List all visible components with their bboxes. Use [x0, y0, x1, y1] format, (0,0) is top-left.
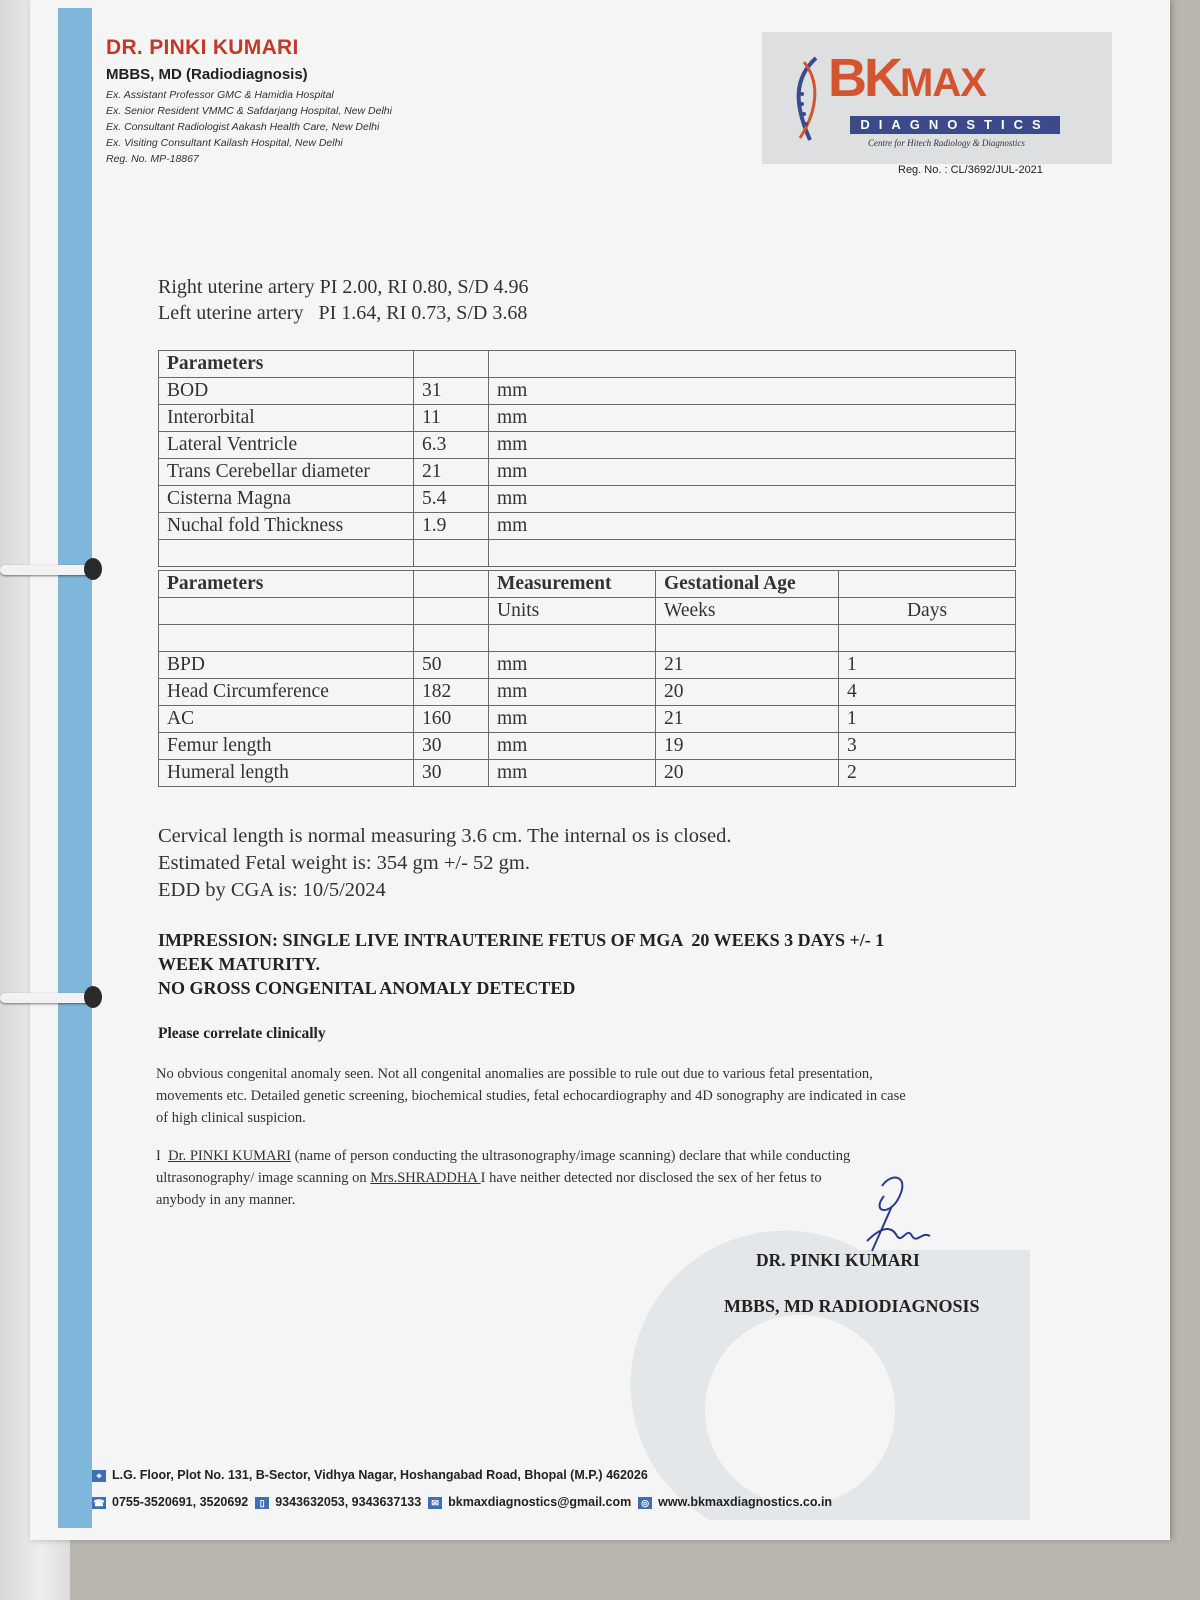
param-value: 50 — [414, 652, 489, 679]
param-value: 21 — [414, 459, 489, 486]
web-icon: ◎ — [638, 1497, 652, 1509]
table-row — [159, 486, 1016, 513]
param-value: 6.3 — [414, 432, 489, 459]
param-name: Femur length — [159, 733, 414, 760]
impression-line: IMPRESSION: SINGLE LIVE INTRAUTERINE FETUS OF MGA 20 WEEKS 3 DAYS +/- 1 — [158, 930, 885, 950]
binder-ring-bottom — [0, 993, 96, 1003]
impression-line: NO GROSS CONGENITAL ANOMALY DETECTED — [158, 978, 576, 998]
impression — [158, 928, 884, 1000]
param-unit: mm — [489, 760, 656, 787]
mobile-icon: ▯ — [255, 1497, 269, 1509]
empty-header — [414, 351, 489, 378]
signature — [852, 1166, 942, 1256]
param-name: Trans Cerebellar diameter — [159, 459, 414, 486]
param-unit: mm — [489, 432, 1016, 459]
table-row — [159, 652, 1016, 679]
parameters-header: Parameters — [159, 571, 414, 598]
doctor-header — [106, 36, 392, 167]
param-value: 31 — [414, 378, 489, 405]
param-name: AC — [159, 706, 414, 733]
param-unit: mm — [489, 706, 656, 733]
address-text: L.G. Floor, Plot No. 131, B-Sector, Vidhya Nagar, Hoshangabad Road, Bhopal (M.P.) 462026 — [112, 1468, 648, 1482]
signatory-degree: MBBS, MD RADIODIAGNOSIS — [724, 1296, 980, 1316]
param-unit: mm — [489, 513, 1016, 540]
spacer-row — [159, 625, 1016, 652]
param-unit: mm — [489, 486, 1016, 513]
doctor-degree: MBBS, MD (Radiodiagnosis) — [106, 66, 308, 83]
measurement-header: Measurement — [489, 571, 656, 598]
ga-days: 3 — [839, 733, 1016, 760]
param-value: 160 — [414, 706, 489, 733]
disclaimer — [156, 1063, 1016, 1129]
table-header-row — [159, 351, 1016, 378]
mobile-text: 9343632053, 9343637133 — [275, 1495, 422, 1509]
location-icon: ⌖ — [92, 1470, 106, 1482]
phone-text: 0755-3520691, 3520692 — [112, 1495, 249, 1509]
table-row — [159, 378, 1016, 405]
days-subheader: Days — [839, 598, 1016, 625]
website-link[interactable]: www.bkmaxdiagnostics.co.in — [658, 1495, 833, 1509]
param-unit: mm — [489, 679, 656, 706]
logo-wordmark — [828, 48, 986, 113]
param-name: BPD — [159, 652, 414, 679]
ga-weeks: 20 — [656, 679, 839, 706]
credential-line: Ex. Assistant Professor GMC & Hamidia Hospital — [106, 89, 334, 101]
table-row — [159, 760, 1016, 787]
dna-icon — [790, 54, 826, 144]
phone-icon: ☎ — [93, 1497, 105, 1508]
disclaimer-line: movements etc. Detailed genetic screening, biochemical studies, fetal echocardiography and 4D sonography are indicated in case — [156, 1088, 906, 1104]
credential-line: Ex. Senior Resident VMMC & Safdarjang Hospital, New Delhi — [106, 105, 392, 117]
letterhead-strip — [58, 8, 92, 1528]
empty-header — [489, 351, 1016, 378]
footer-address — [92, 1468, 648, 1482]
param-unit: mm — [489, 378, 1016, 405]
table-header-row — [159, 571, 1016, 598]
param-value: 11 — [414, 405, 489, 432]
param-name: Humeral length — [159, 760, 414, 787]
lab-registration: Reg. No. : CL/3692/JUL-2021 — [898, 164, 1043, 176]
binder-ring-knob-top — [84, 558, 102, 580]
edd-text: EDD by CGA is: 10/5/2024 — [158, 879, 386, 901]
param-name: Nuchal fold Thickness — [159, 513, 414, 540]
units-subheader: Units — [489, 598, 656, 625]
right-uterine-artery: Right uterine artery PI 2.00, RI 0.80, S/D 4.96 — [158, 276, 529, 298]
disclaimer-line: No obvious congenital anomaly seen. Not all congenital anomalies are possible to rule out due to various fetal presentation, — [156, 1066, 873, 1082]
ga-weeks: 20 — [656, 760, 839, 787]
ga-weeks: 19 — [656, 733, 839, 760]
param-name: Interorbital — [159, 405, 414, 432]
credential-line: Ex. Consultant Radiologist Aakash Health Care, New Delhi — [106, 121, 380, 133]
gestational-age-header: Gestational Age — [656, 571, 839, 598]
ga-days: 1 — [839, 706, 1016, 733]
param-value: 5.4 — [414, 486, 489, 513]
spacer-row — [159, 540, 1016, 567]
left-uterine-artery: Left uterine artery PI 1.64, RI 0.73, S/D 3.68 — [158, 302, 528, 324]
cervical-length-text: Cervical length is normal measuring 3.6 cm. The internal os is closed. — [158, 825, 732, 847]
correlate-note: Please correlate clinically — [158, 1025, 326, 1042]
param-value: 30 — [414, 733, 489, 760]
declaration-text: ultrasonography/ image scanning on — [156, 1170, 371, 1186]
weeks-subheader: Weeks — [656, 598, 839, 625]
declaration-text: anybody in any manner. — [156, 1192, 296, 1208]
signatory-name: DR. PINKI KUMARI — [756, 1250, 920, 1270]
email-text[interactable]: bkmaxdiagnostics@gmail.com — [448, 1495, 632, 1509]
ga-weeks: 21 — [656, 652, 839, 679]
logo-tagline: Centre for Hitech Radiology & Diagnostics — [868, 138, 1025, 148]
table-row — [159, 513, 1016, 540]
registration-number: Reg. No. MP-18867 — [106, 153, 199, 165]
bkmax-logo — [762, 32, 1112, 164]
table-row — [159, 459, 1016, 486]
email-icon: ✉ — [428, 1497, 442, 1509]
param-name: Cisterna Magna — [159, 486, 414, 513]
doctor-name: DR. PINKI KUMARI — [106, 36, 299, 59]
param-name: Lateral Ventricle — [159, 432, 414, 459]
credential-line: Ex. Visiting Consultant Kailash Hospital, New Delhi — [106, 137, 343, 149]
declaration-patient: Mrs.SHRADDHA — [370, 1170, 481, 1186]
ga-days: 4 — [839, 679, 1016, 706]
biometry-table — [158, 570, 1016, 787]
param-value: 182 — [414, 679, 489, 706]
declaration-prefix: I — [156, 1148, 161, 1164]
logo-banner: DIAGNOSTICS — [850, 116, 1060, 134]
binder-ring-knob-bottom — [84, 986, 102, 1008]
param-name: BOD — [159, 378, 414, 405]
binder-ring-top — [0, 565, 96, 575]
ga-weeks: 21 — [656, 706, 839, 733]
param-unit: mm — [489, 459, 1016, 486]
param-unit: mm — [489, 405, 1016, 432]
table-row — [159, 733, 1016, 760]
table-row — [159, 679, 1016, 706]
impression-line: WEEK MATURITY. — [158, 954, 321, 974]
footer-contacts — [92, 1495, 832, 1509]
ga-days: 2 — [839, 760, 1016, 787]
param-value: 30 — [414, 760, 489, 787]
declaration-text: (name of person conducting the ultrasonography/image scanning) declare that while conducting — [290, 1148, 851, 1164]
param-value: 1.9 — [414, 513, 489, 540]
disclaimer-line: of high clinical suspicion. — [156, 1110, 306, 1126]
ga-days: 1 — [839, 652, 1016, 679]
param-unit: mm — [489, 652, 656, 679]
param-unit: mm — [489, 733, 656, 760]
param-name: Head Circumference — [159, 679, 414, 706]
table-row — [159, 706, 1016, 733]
neuro-parameters-table — [158, 350, 1016, 567]
table-row — [159, 405, 1016, 432]
fetal-weight-text: Estimated Fetal weight is: 354 gm +/- 52 gm. — [158, 852, 530, 874]
declaration-text: I have neither detected nor disclosed the sex of her fetus to — [480, 1170, 822, 1186]
subheader-row — [159, 598, 1016, 625]
declaration-doctor: Dr. PINKI KUMARI — [168, 1148, 291, 1164]
table-row — [159, 432, 1016, 459]
logo-bk: BK — [828, 48, 900, 108]
empty-header — [414, 571, 489, 598]
parameters-header: Parameters — [159, 351, 414, 378]
logo-max: MAX — [900, 61, 986, 105]
findings — [158, 823, 732, 904]
empty-header — [839, 571, 1016, 598]
